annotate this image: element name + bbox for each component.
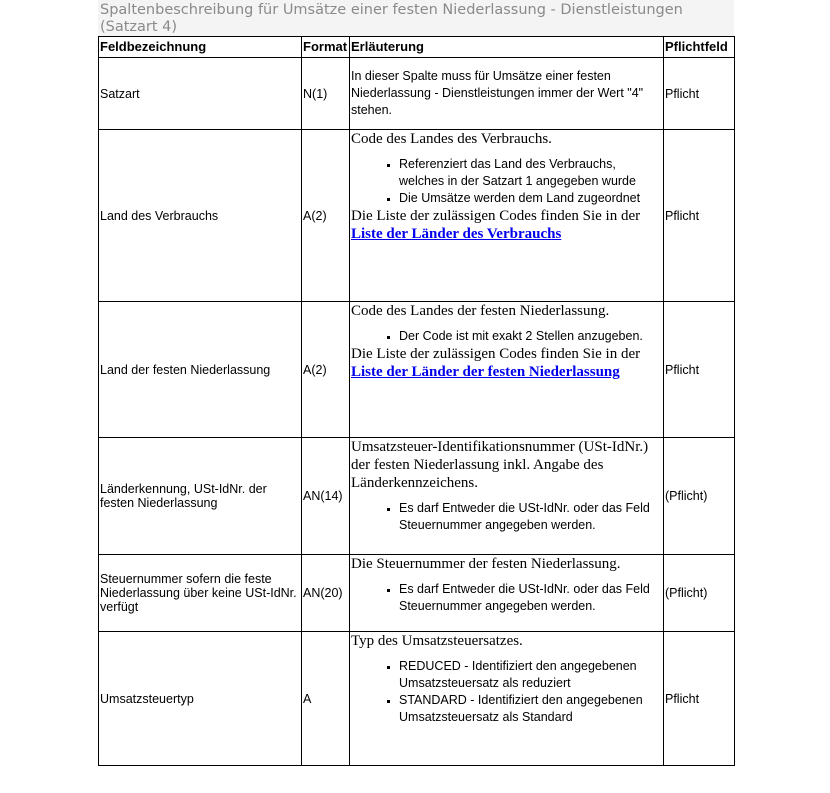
cell-format: AN(20) <box>302 555 350 632</box>
column-description-table <box>98 36 735 766</box>
cell-field: Satzart <box>99 58 302 130</box>
list-item: ▪ Referenziert das Land des Verbrauchs, welches in der Satzart 1 angegeben wurde <box>399 156 662 190</box>
list-item: ▪ Es darf Entweder die USt-IdNr. oder das Feld Steuernummer angegeben werden. <box>399 581 662 615</box>
cell-format: A(2) <box>302 302 350 438</box>
cell-format: A(2) <box>302 130 350 302</box>
explanation-lead: Die Steuernummer der festen Niederlassung. <box>351 556 621 572</box>
table-header-row <box>99 37 735 58</box>
header-field: Feldbezeichnung <box>99 37 302 58</box>
cell-required: (Pflicht) <box>664 555 735 632</box>
table-row <box>99 302 735 438</box>
cell-required: (Pflicht) <box>664 438 735 555</box>
bullet-list <box>351 581 662 615</box>
list-item: ▪ REDUCED - Identifiziert den angegebenen Umsatzsteuersatz als reduziert <box>399 658 662 692</box>
header-required: Pflichtfeld <box>664 37 735 58</box>
table-row <box>99 438 735 555</box>
countries-of-establishment-link[interactable]: Liste der Länder der festen Niederlassung <box>351 364 620 380</box>
table-row <box>99 130 735 302</box>
header-explanation: Erläuterung <box>350 37 664 58</box>
list-item: ▪ STANDARD - Identifiziert den angegebenen Umsatzsteuersatz als Standard <box>399 692 662 726</box>
cell-required: Pflicht <box>664 302 735 438</box>
cell-explanation <box>350 130 664 302</box>
cell-field: Land der festen Niederlassung <box>99 302 302 438</box>
table-caption: Spaltenbeschreibung für Umsätze einer festen Niederlassung - Dienstleistungen (Satzart 4) <box>100 2 683 35</box>
cell-field: Land des Verbrauchs <box>99 130 302 302</box>
cell-field: Umsatzsteuertyp <box>99 632 302 766</box>
bullet-list <box>351 328 662 345</box>
explanation-lead: Code des Landes der festen Niederlassung. <box>351 303 610 319</box>
table-row <box>99 58 735 130</box>
cell-required: Pflicht <box>664 58 735 130</box>
bullet-list <box>351 500 662 534</box>
tail-text: Die Liste der zulässigen Codes finden Sie in der <box>351 346 641 362</box>
explanation-lead: Typ des Umsatzsteuersatzes. <box>351 633 523 649</box>
caption-box <box>98 0 734 36</box>
explanation-text: In dieser Spalte muss für Umsätze einer festen Niederlassung - Dienstleistungen immer der Wert "4" stehen. <box>351 69 644 117</box>
explanation-lead: Code des Landes des Verbrauchs. <box>351 131 552 147</box>
cell-field: Steuernummer sofern die feste Niederlassung über keine USt-IdNr. verfügt <box>99 555 302 632</box>
tail-text: Die Liste der zulässigen Codes finden Sie in der <box>351 208 641 224</box>
cell-field: Länderkennung, USt-IdNr. der festen Niederlassung <box>99 438 302 555</box>
table-row <box>99 555 735 632</box>
cell-explanation <box>350 555 664 632</box>
cell-required: Pflicht <box>664 130 735 302</box>
table-row <box>99 632 735 766</box>
list-item: ▪ Es darf Entweder die USt-IdNr. oder das Feld Steuernummer angegeben werden. <box>399 500 662 534</box>
list-item: ▪ Der Code ist mit exakt 2 Stellen anzugeben. <box>399 328 662 345</box>
explanation-lead: Umsatzsteuer-Identifikationsnummer (USt-IdNr.) der festen Niederlassung inkl. Angabe des Länderkennzeichens. <box>351 439 649 491</box>
explanation-tail <box>351 207 662 243</box>
cell-explanation <box>350 632 664 766</box>
cell-explanation <box>350 438 664 555</box>
cell-format: N(1) <box>302 58 350 130</box>
header-format: Format <box>302 37 350 58</box>
bullet-list <box>351 156 662 207</box>
cell-format: A <box>302 632 350 766</box>
countries-of-consumption-link[interactable]: Liste der Länder des Verbrauchs <box>351 226 562 242</box>
cell-explanation <box>350 302 664 438</box>
cell-explanation <box>350 58 664 130</box>
bullet-list <box>351 658 662 726</box>
cell-required: Pflicht <box>664 632 735 766</box>
list-item: ▪ Die Umsätze werden dem Land zugeordnet <box>399 190 662 207</box>
explanation-tail <box>351 345 662 381</box>
cell-format: AN(14) <box>302 438 350 555</box>
document-page <box>98 0 734 766</box>
